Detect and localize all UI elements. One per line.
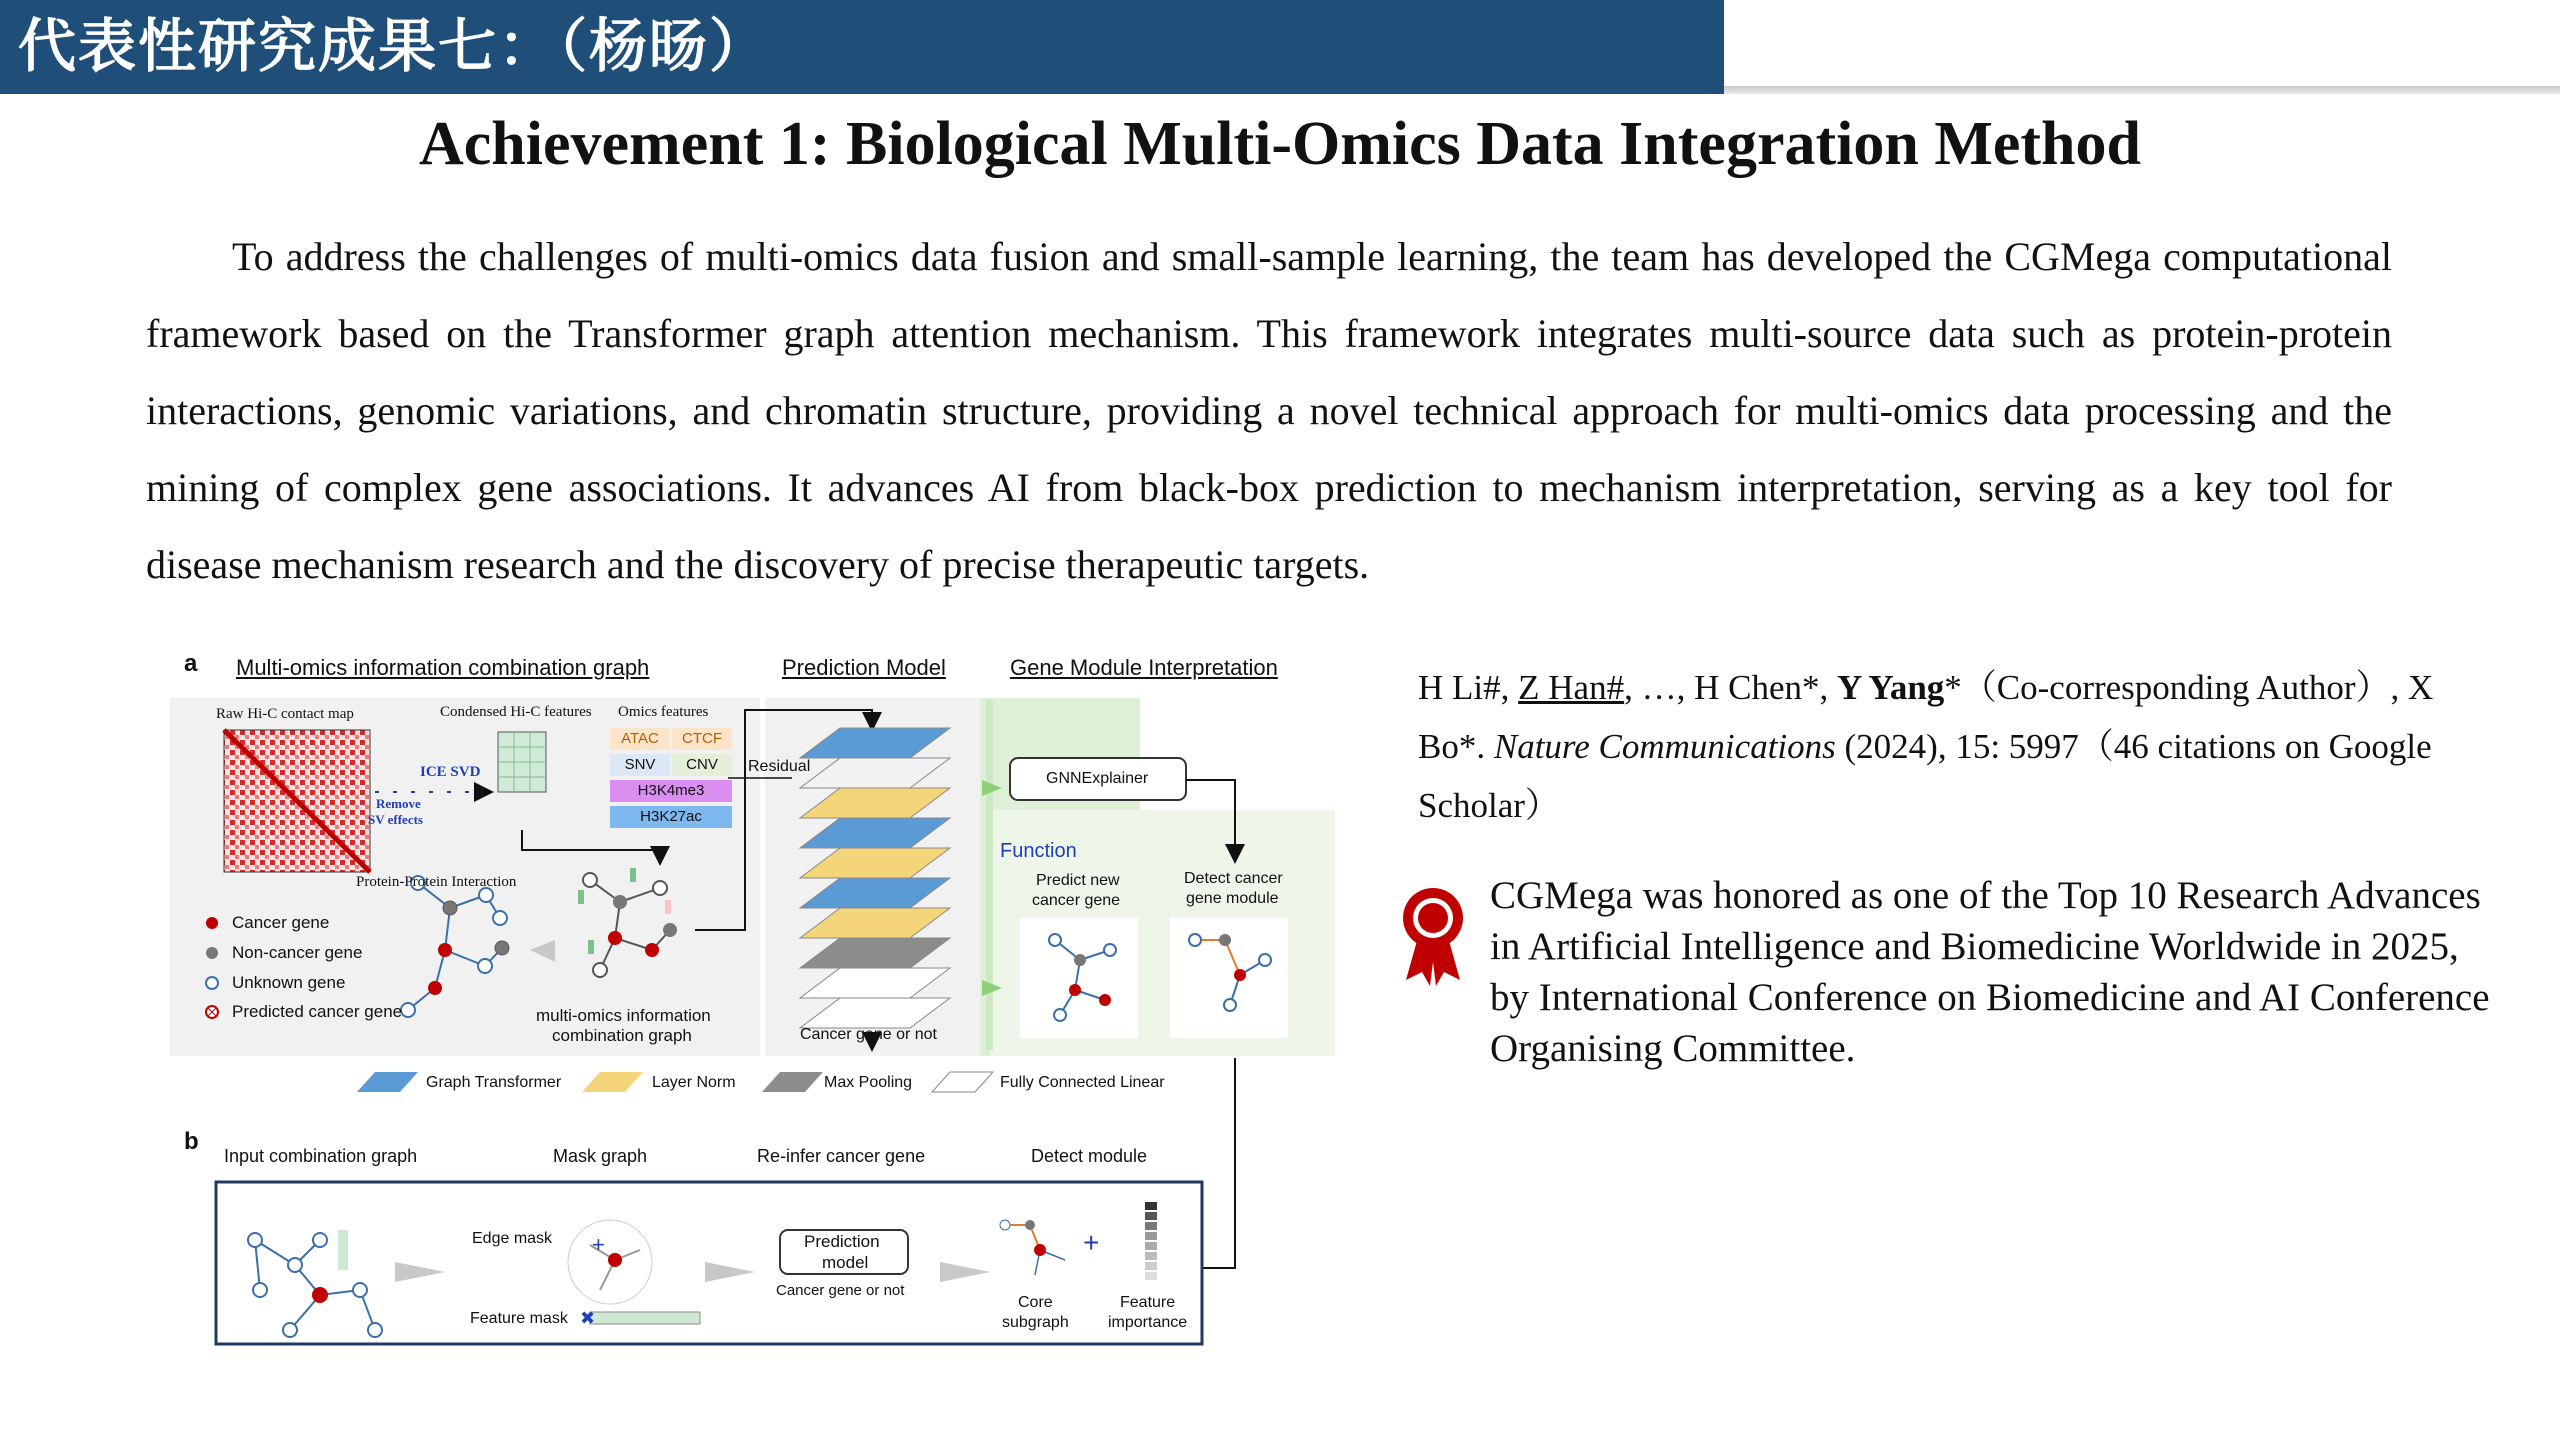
b-mask-label: Mask graph xyxy=(553,1146,648,1166)
gnnexplainer-label: GNNExplainer xyxy=(1046,770,1149,787)
svg-text:✖: ✖ xyxy=(580,1308,596,1328)
figure-graphics xyxy=(160,640,1340,1360)
prediction-layers xyxy=(800,728,950,1028)
legend-predicted-gene: Predicted cancer gene xyxy=(232,1002,403,1021)
core-label-2: subgraph xyxy=(1002,1314,1069,1331)
chip-h3k27ac: H3K27ac xyxy=(610,806,732,828)
feature-mask-label: Feature mask xyxy=(470,1310,568,1327)
legend-cancer-gene: Cancer gene xyxy=(232,913,330,932)
core-label-1: Core xyxy=(1018,1294,1053,1311)
legend-layer-norm-label: Layer Norm xyxy=(652,1074,736,1091)
section-prediction: Prediction Model xyxy=(782,655,946,680)
predict-new-label-2: cancer gene xyxy=(1032,892,1121,909)
ice-svd-label: ICE SVD xyxy=(420,764,481,780)
header-bar xyxy=(0,0,1724,94)
condensed-hic-label: Condensed Hi-C features xyxy=(440,704,592,720)
chip-h3k4me3: H3K4me3 xyxy=(610,780,732,802)
svg-text:+: + xyxy=(592,1232,605,1257)
citation: H Li#, Z Han#, …, H Chen*, Y Yang*（Co-corresponding Author）, X Bo*. Nature Communications (2024), 15: 5997（46 citations on Google Scholar） xyxy=(1418,668,2434,825)
award-ribbon-icon xyxy=(1398,880,1468,990)
award-text: CGMega was honored as one of the Top 10 Research Advances in Artificial Intelligence and Biomedicine Worldwide in 2025, by International Conference on Biomedicine and AI Conference Organising Committee. xyxy=(1490,874,2490,1070)
raw-hic-label: Raw Hi-C contact map xyxy=(216,706,354,722)
feature-importance-label-2: importance xyxy=(1108,1314,1188,1331)
section-multi-omics: Multi-omics information combination graph xyxy=(236,655,650,680)
residual-label: Residual xyxy=(748,758,811,775)
sv-effects-label: SV effects xyxy=(368,812,423,827)
journal-name: Nature Communications xyxy=(1493,727,1836,766)
cgmega-figure xyxy=(160,640,1340,1360)
edge-mask-label: Edge mask xyxy=(472,1230,553,1247)
legend-layer-norm xyxy=(582,1072,643,1092)
function-label: Function xyxy=(1000,840,1077,862)
chip-cnv: CNV xyxy=(672,754,732,776)
b-output-label: Cancer gene or not xyxy=(776,1282,905,1299)
legend-graph-transformer xyxy=(357,1072,418,1092)
legend-unknown-gene: Unknown gene xyxy=(232,973,346,992)
predict-graph-box xyxy=(1020,918,1138,1038)
b-reinfer-label: Re-infer cancer gene xyxy=(757,1146,926,1166)
header-shadow xyxy=(1724,86,2560,94)
chip-atac: ATAC xyxy=(610,728,670,750)
remove-label: Remove xyxy=(376,796,421,811)
legend-max-pooling xyxy=(762,1072,823,1092)
predict-new-label-1: Predict new xyxy=(1036,872,1120,889)
prediction-output-label: Cancer gene or not xyxy=(800,1026,937,1043)
ppi-label: Protein-Protein Interaction xyxy=(356,874,517,890)
combo-graph-label-1: multi-omics information xyxy=(536,1006,711,1025)
panel-a-label: a xyxy=(184,650,198,677)
chip-snv: SNV xyxy=(610,754,670,776)
b-detect-label: Detect module xyxy=(1031,1146,1148,1166)
legend-graph-transformer-label: Graph Transformer xyxy=(426,1074,562,1091)
combo-graph-label-2: combination graph xyxy=(552,1026,692,1045)
prediction-model-label-1: Prediction xyxy=(804,1232,880,1251)
author-bold: Y Yang xyxy=(1837,668,1945,707)
feature-importance-label-1: Feature xyxy=(1120,1294,1176,1311)
prediction-model-label-2: model xyxy=(822,1253,869,1272)
svg-text:+: + xyxy=(1083,1227,1100,1258)
panel-b-label: b xyxy=(184,1128,199,1155)
summary-paragraph: To address the challenges of multi-omics data fusion and small-sample learning, the team has developed the CGMega computational framework based on the Transformer graph attention mechanism. This framework integrates multi-source data such as protein-protein interactions, genomic variations, and chromatin structure, providing a novel technical approach for multi-omics data processing and the mining of complex gene associations. It advances AI from black-box prediction to mechanism interpretation, serving as a key tool for disease mechanism research and the discovery of precise therapeutic targets. xyxy=(146,234,2392,587)
page-title: Achievement 1: Biological Multi-Omics Data Integration Method xyxy=(419,110,2141,178)
header-title: 代表性研究成果七：（杨旸） xyxy=(18,12,770,80)
legend-fully-connected xyxy=(932,1072,993,1092)
chip-ctcf: CTCF xyxy=(672,728,732,750)
omics-features-label: Omics features xyxy=(618,704,709,720)
author-underlined: Z Han# xyxy=(1518,668,1625,707)
section-gene-module: Gene Module Interpretation xyxy=(1010,655,1278,680)
legend-max-pooling-label: Max Pooling xyxy=(824,1074,913,1091)
legend-cancer-dot xyxy=(206,917,218,929)
b-input-label: Input combination graph xyxy=(224,1146,418,1166)
legend-non-cancer-gene: Non-cancer gene xyxy=(232,943,363,962)
detect-cancer-label-2: gene module xyxy=(1186,890,1279,907)
legend-fully-connected-label: Fully Connected Linear xyxy=(1000,1074,1165,1091)
detect-cancer-label-1: Detect cancer xyxy=(1184,870,1283,887)
